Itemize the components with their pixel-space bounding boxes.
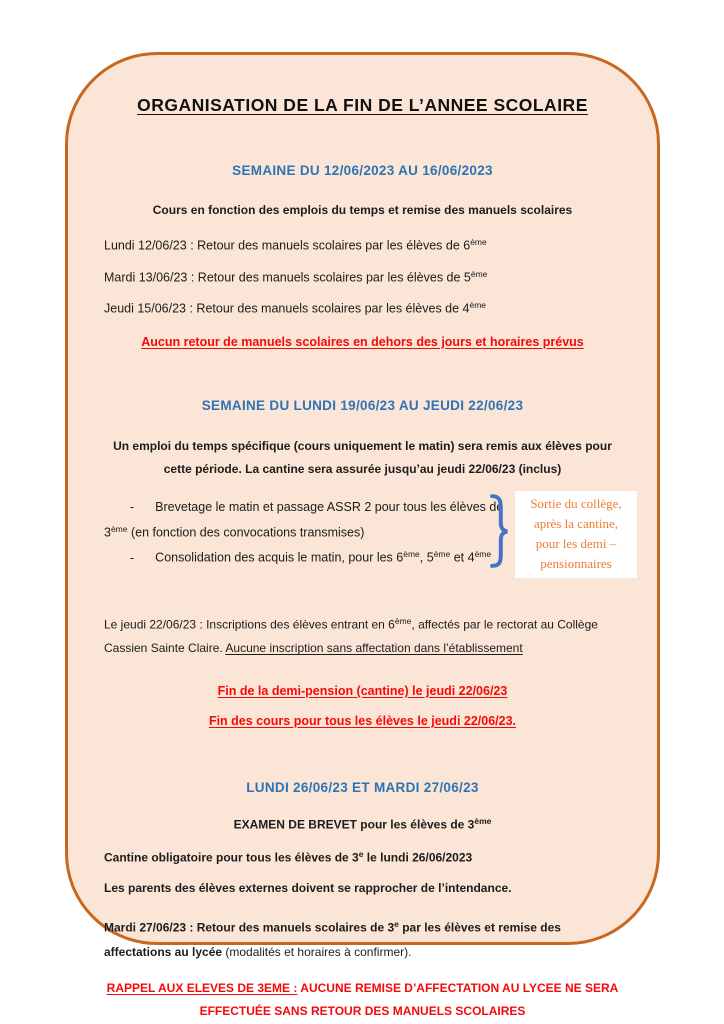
superscript: ème <box>394 615 412 626</box>
week1-heading: SEMAINE DU 12/06/2023 AU 16/06/2023 <box>232 163 493 178</box>
text-segment: par les élèves et remise des <box>398 920 561 935</box>
exam-brevet-line <box>104 816 621 832</box>
document-title: ORGANISATION DE LA FIN DE L’ANNEE SCOLAIRE <box>137 95 588 115</box>
text-segment: et 4 <box>450 550 475 565</box>
note-line: pour les demi – <box>535 536 617 551</box>
mardi-line1 <box>104 912 621 940</box>
superscript: ème <box>470 237 487 247</box>
bullet-consolidation <box>104 543 506 569</box>
return-line-4eme <box>104 300 621 316</box>
bullet-list <box>104 496 506 569</box>
parents-externes-line: Les parents des élèves externes doivent se rapprocher de l’intendance. <box>104 881 512 895</box>
text-segment: , 5 <box>419 550 434 565</box>
return-line-6eme <box>104 237 621 253</box>
text-segment: (en fonction des convocations transmises) <box>127 525 365 539</box>
mardi-line2 <box>104 940 621 964</box>
alert-fin-cours: Fin des cours pour tous les élèves le jeudi 22/06/23. <box>208 714 517 728</box>
text-segment: Cassien Sainte Claire. <box>104 641 226 655</box>
week2-intro-line2: cette période. La cantine sera assurée jusqu’au jeudi 22/06/23 (inclus) <box>163 461 562 476</box>
mardi-27-paragraph <box>104 912 621 964</box>
text-segment: Mardi 27/06/23 : Retour des manuels scolaires de 3 <box>104 920 395 935</box>
text-segment: le lundi 26/06/2023 <box>363 850 473 864</box>
cantine-obligatoire-line <box>104 849 621 865</box>
superscript: ème <box>433 549 451 559</box>
bold-text-segment: affectations au lycée <box>104 944 226 959</box>
text-segment: Mardi 13/06/23 : Retour des manuels scolaires par les élèves de 5 <box>104 270 471 284</box>
week1-warning: Aucun retour de manuels scolaires en dehors des jours et horaires prévus <box>141 334 584 349</box>
alert-fin-demi-pension: Fin de la demi-pension (cantine) le jeudi 22/06/23 <box>217 684 508 698</box>
rounded-border-card <box>65 52 660 1018</box>
superscript: ème <box>470 268 488 279</box>
bullet-brevetage <box>104 496 506 518</box>
final-days-heading: LUNDI 26/06/23 ET MARDI 27/06/23 <box>246 780 479 795</box>
superscript: ème <box>469 300 487 310</box>
note-line: pensionnaires <box>540 556 612 571</box>
bullet-dash: - <box>130 499 135 514</box>
text-segment: Cantine obligatoire pour tous les élèves de 3 <box>104 850 359 864</box>
inscriptions-paragraph <box>104 609 621 661</box>
text-segment: (modalités et horaires à confirmer). <box>225 944 412 959</box>
underlined-text-segment: Aucune inscription sans affectation dans l’établissement <box>225 641 523 655</box>
inscriptions-line2 <box>104 636 621 660</box>
note-line: après la cantine, <box>533 516 619 531</box>
rappel-line1 <box>104 977 621 1000</box>
bullets-row <box>104 491 621 589</box>
week2-intro-line1: Un emploi du temps spécifique (cours uniquement le matin) sera remis aux élèves pour <box>113 438 612 453</box>
superscript: e <box>394 919 399 929</box>
week1-subtitle: Cours en fonction des emplois du temps et remise des manuels scolaires <box>152 203 573 217</box>
text-segment: AUCUNE REMISE D’AFFECTATION AU LYCEE NE SERA <box>297 980 619 995</box>
superscript: ème <box>403 549 420 559</box>
rappel-line2: EFFECTUÉE SANS RETOUR DES MANUELS SCOLAIRES <box>199 1003 526 1018</box>
sortie-note-box <box>515 491 637 578</box>
text-segment: 3 <box>104 525 111 539</box>
text-segment: Jeudi 15/06/23 : Retour des manuels scolaires par les élèves de 4 <box>104 301 470 316</box>
inscriptions-line1 <box>104 609 621 637</box>
text-segment: Consolidation des acquis le matin, pour les 6 <box>155 550 404 565</box>
superscript: ème <box>474 816 492 826</box>
week2-heading: SEMAINE DU LUNDI 19/06/23 AU JEUDI 22/06/23 <box>201 397 524 413</box>
curly-brace-shape <box>487 493 513 569</box>
rappel-3eme-block <box>104 977 621 1023</box>
note-line: Sortie du collège, <box>530 496 622 511</box>
text-segment: , affectés par le rectorat au Collège <box>411 617 598 631</box>
return-line-5eme <box>104 269 621 285</box>
bullet-dash: - <box>130 550 135 565</box>
bullet-brevetage-continuation <box>104 518 506 544</box>
text-segment: Brevetage le matin et passage ASSR 2 pour tous les élèves de <box>155 499 504 514</box>
text-segment: EXAMEN DE BREVET pour les élèves de 3 <box>233 817 475 832</box>
superscript: ème <box>110 523 128 534</box>
text-segment: Le jeudi 22/06/23 : Inscriptions des élèves entrant en 6 <box>104 617 395 631</box>
underlined-text-segment: RAPPEL AUX ELEVES DE 3EME : <box>106 980 298 995</box>
superscript: e <box>358 848 364 859</box>
text-segment: Lundi 12/06/23 : Retour des manuels scolaires par les élèves de 6 <box>104 238 471 253</box>
superscript: ème <box>474 549 492 559</box>
